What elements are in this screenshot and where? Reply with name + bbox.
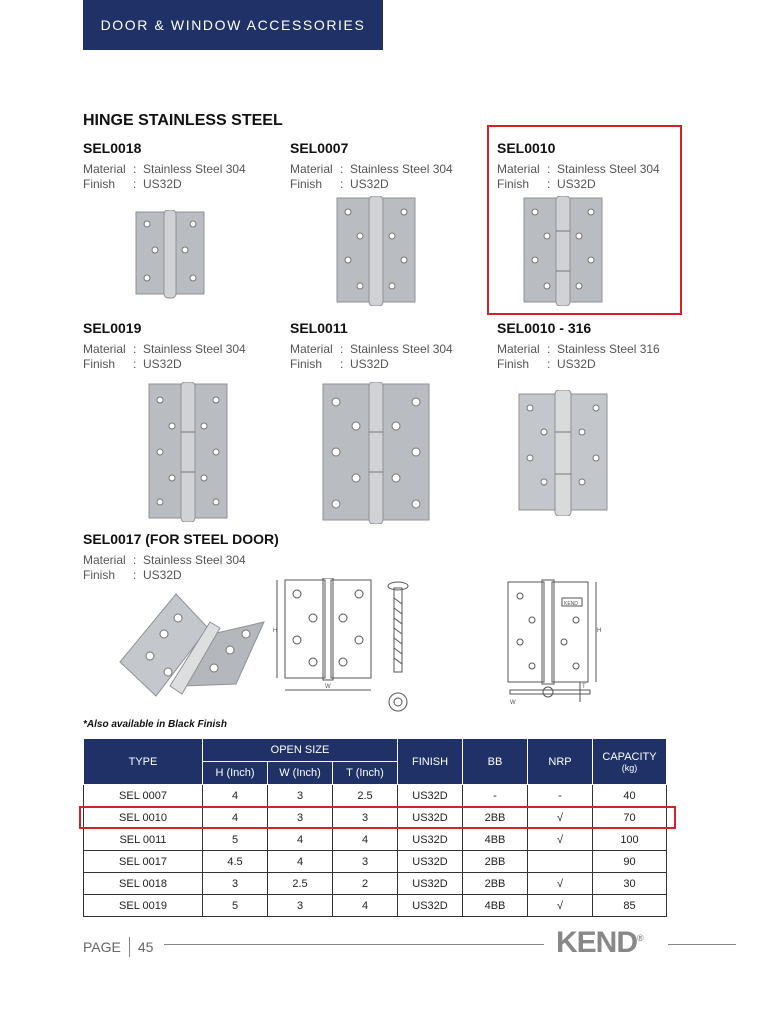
table-row [84,829,667,851]
header-banner: DOOR & WINDOW ACCESSORIES [83,0,383,50]
table-cell: 3 [268,895,333,917]
finish-row: Finish : US32D [497,177,596,191]
table-cell: 2.5 [333,785,398,807]
material-row: Material : Stainless Steel 304 [83,553,246,567]
table-cell: 2 [333,873,398,895]
product-code: SEL0010 [497,140,556,156]
table-cell: - [528,785,593,807]
table-cell: 30 [593,873,667,895]
col-header-nrp: NRP [528,739,593,785]
table-cell: US32D [398,895,463,917]
table-row [84,895,667,917]
col-header-open-size: OPEN SIZE [203,739,398,762]
footer-rule-right [668,944,736,945]
col-header-h: H (Inch) [203,762,268,785]
col-header-bb: BB [463,739,528,785]
product-sel0010-316 [497,320,697,372]
footer-divider [129,937,130,957]
table-cell: 4.5 [203,851,268,873]
finish-row: Finish : US32D [83,177,182,191]
table-cell: 4 [268,829,333,851]
table-cell: 3 [203,873,268,895]
table-cell: 100 [593,829,667,851]
table-cell: US32D [398,807,463,829]
drawing-label-w: W [325,684,331,690]
table-cell: SEL 0017 [84,851,203,873]
table-cell: SEL 0010 [84,807,203,829]
finish-row: Finish : US32D [497,357,596,371]
table-cell: 4BB [463,895,528,917]
drawing-label-w: W [510,700,516,706]
col-header-type: TYPE [84,739,203,785]
hinge-image-sel0018 [135,210,205,300]
table-cell: 2BB [463,851,528,873]
hinge-image-sel0017 [112,588,268,700]
brand-logo: KEND® [556,926,643,959]
product-sel0007 [290,140,490,192]
capacity-unit: (kg) [621,762,638,773]
page-label: PAGE [83,939,121,955]
table-cell: 5 [203,829,268,851]
material-row: Material : Stainless Steel 304 [83,162,246,176]
product-sel0019 [83,320,283,372]
finish-row: Finish : US32D [83,357,182,371]
table-cell: √ [528,873,593,895]
black-finish-note: *Also available in Black Finish [83,719,227,730]
page-footer [83,937,153,957]
technical-drawing-front [273,578,381,698]
table-cell: √ [528,895,593,917]
table-cell: 2.5 [268,873,333,895]
product-sel0017 [83,531,343,583]
product-code: SEL0017 (FOR STEEL DOOR) [83,531,279,547]
table-cell: 70 [593,807,667,829]
page-number: 45 [137,939,154,955]
table-cell: - [463,785,528,807]
finish-row: Finish : US32D [290,357,389,371]
footer-rule-left [164,944,544,945]
finish-row: Finish : US32D [83,568,182,582]
drawing-label-h: H [273,628,278,634]
product-code: SEL0019 [83,320,142,336]
table-cell: 5 [203,895,268,917]
table-cell: 3 [333,807,398,829]
table-cell [528,851,593,873]
table-cell: 4BB [463,829,528,851]
material-row: Material : Stainless Steel 304 [497,162,660,176]
table-cell: 3 [333,851,398,873]
col-header-w: W (Inch) [268,762,333,785]
product-code: SEL0010 - 316 [497,320,592,336]
drawing-brand-tag: KEND [564,601,578,607]
table-cell: √ [528,807,593,829]
table-cell: 3 [268,785,333,807]
hinge-image-sel0011 [322,382,430,524]
technical-drawing-side [504,578,604,706]
table-cell: 4 [203,807,268,829]
product-sel0018 [83,140,283,192]
table-row [84,873,667,895]
table-cell: US32D [398,829,463,851]
table-cell: 3 [268,807,333,829]
table-cell: SEL 0007 [84,785,203,807]
table-cell: 2BB [463,807,528,829]
material-row: Material : Stainless Steel 316 [497,342,660,356]
hinge-image-sel0007 [336,196,416,306]
table-cell: 85 [593,895,667,917]
drawing-label-h: H [597,628,602,634]
screw-drawing [383,578,413,720]
table-cell: US32D [398,785,463,807]
material-row: Material : Stainless Steel 304 [290,342,453,356]
table-cell: SEL 0011 [84,829,203,851]
product-sel0011 [290,320,490,372]
drawing-label-t: T [582,684,586,690]
table-cell: 4 [333,829,398,851]
page-title: HINGE STAINLESS STEEL [83,112,283,129]
table-cell: √ [528,829,593,851]
col-header-capacity [593,739,667,785]
product-code: SEL0011 [290,320,348,336]
highlight-sel0010-product [487,125,682,315]
table-row [84,851,667,873]
table-cell: SEL 0019 [84,895,203,917]
table-cell: SEL 0018 [84,873,203,895]
table-cell: 40 [593,785,667,807]
col-header-t: T (Inch) [333,762,398,785]
product-code: SEL0018 [83,140,142,156]
hinge-image-sel0019 [148,382,228,522]
table-cell: 4 [268,851,333,873]
hinge-image-sel0010-316 [518,390,608,516]
product-code: SEL0007 [290,140,349,156]
material-row: Material : Stainless Steel 304 [83,342,246,356]
highlight-sel0010-row [79,806,676,829]
table-cell: US32D [398,851,463,873]
table-row [84,785,667,807]
table-cell: 4 [203,785,268,807]
table-cell: 2BB [463,873,528,895]
capacity-label: CAPACITY [602,750,657,763]
table-cell: 4 [333,895,398,917]
col-header-finish: FINISH [398,739,463,785]
material-row: Material : Stainless Steel 304 [290,162,453,176]
table-cell: US32D [398,873,463,895]
table-cell: 90 [593,851,667,873]
finish-row: Finish : US32D [290,177,389,191]
